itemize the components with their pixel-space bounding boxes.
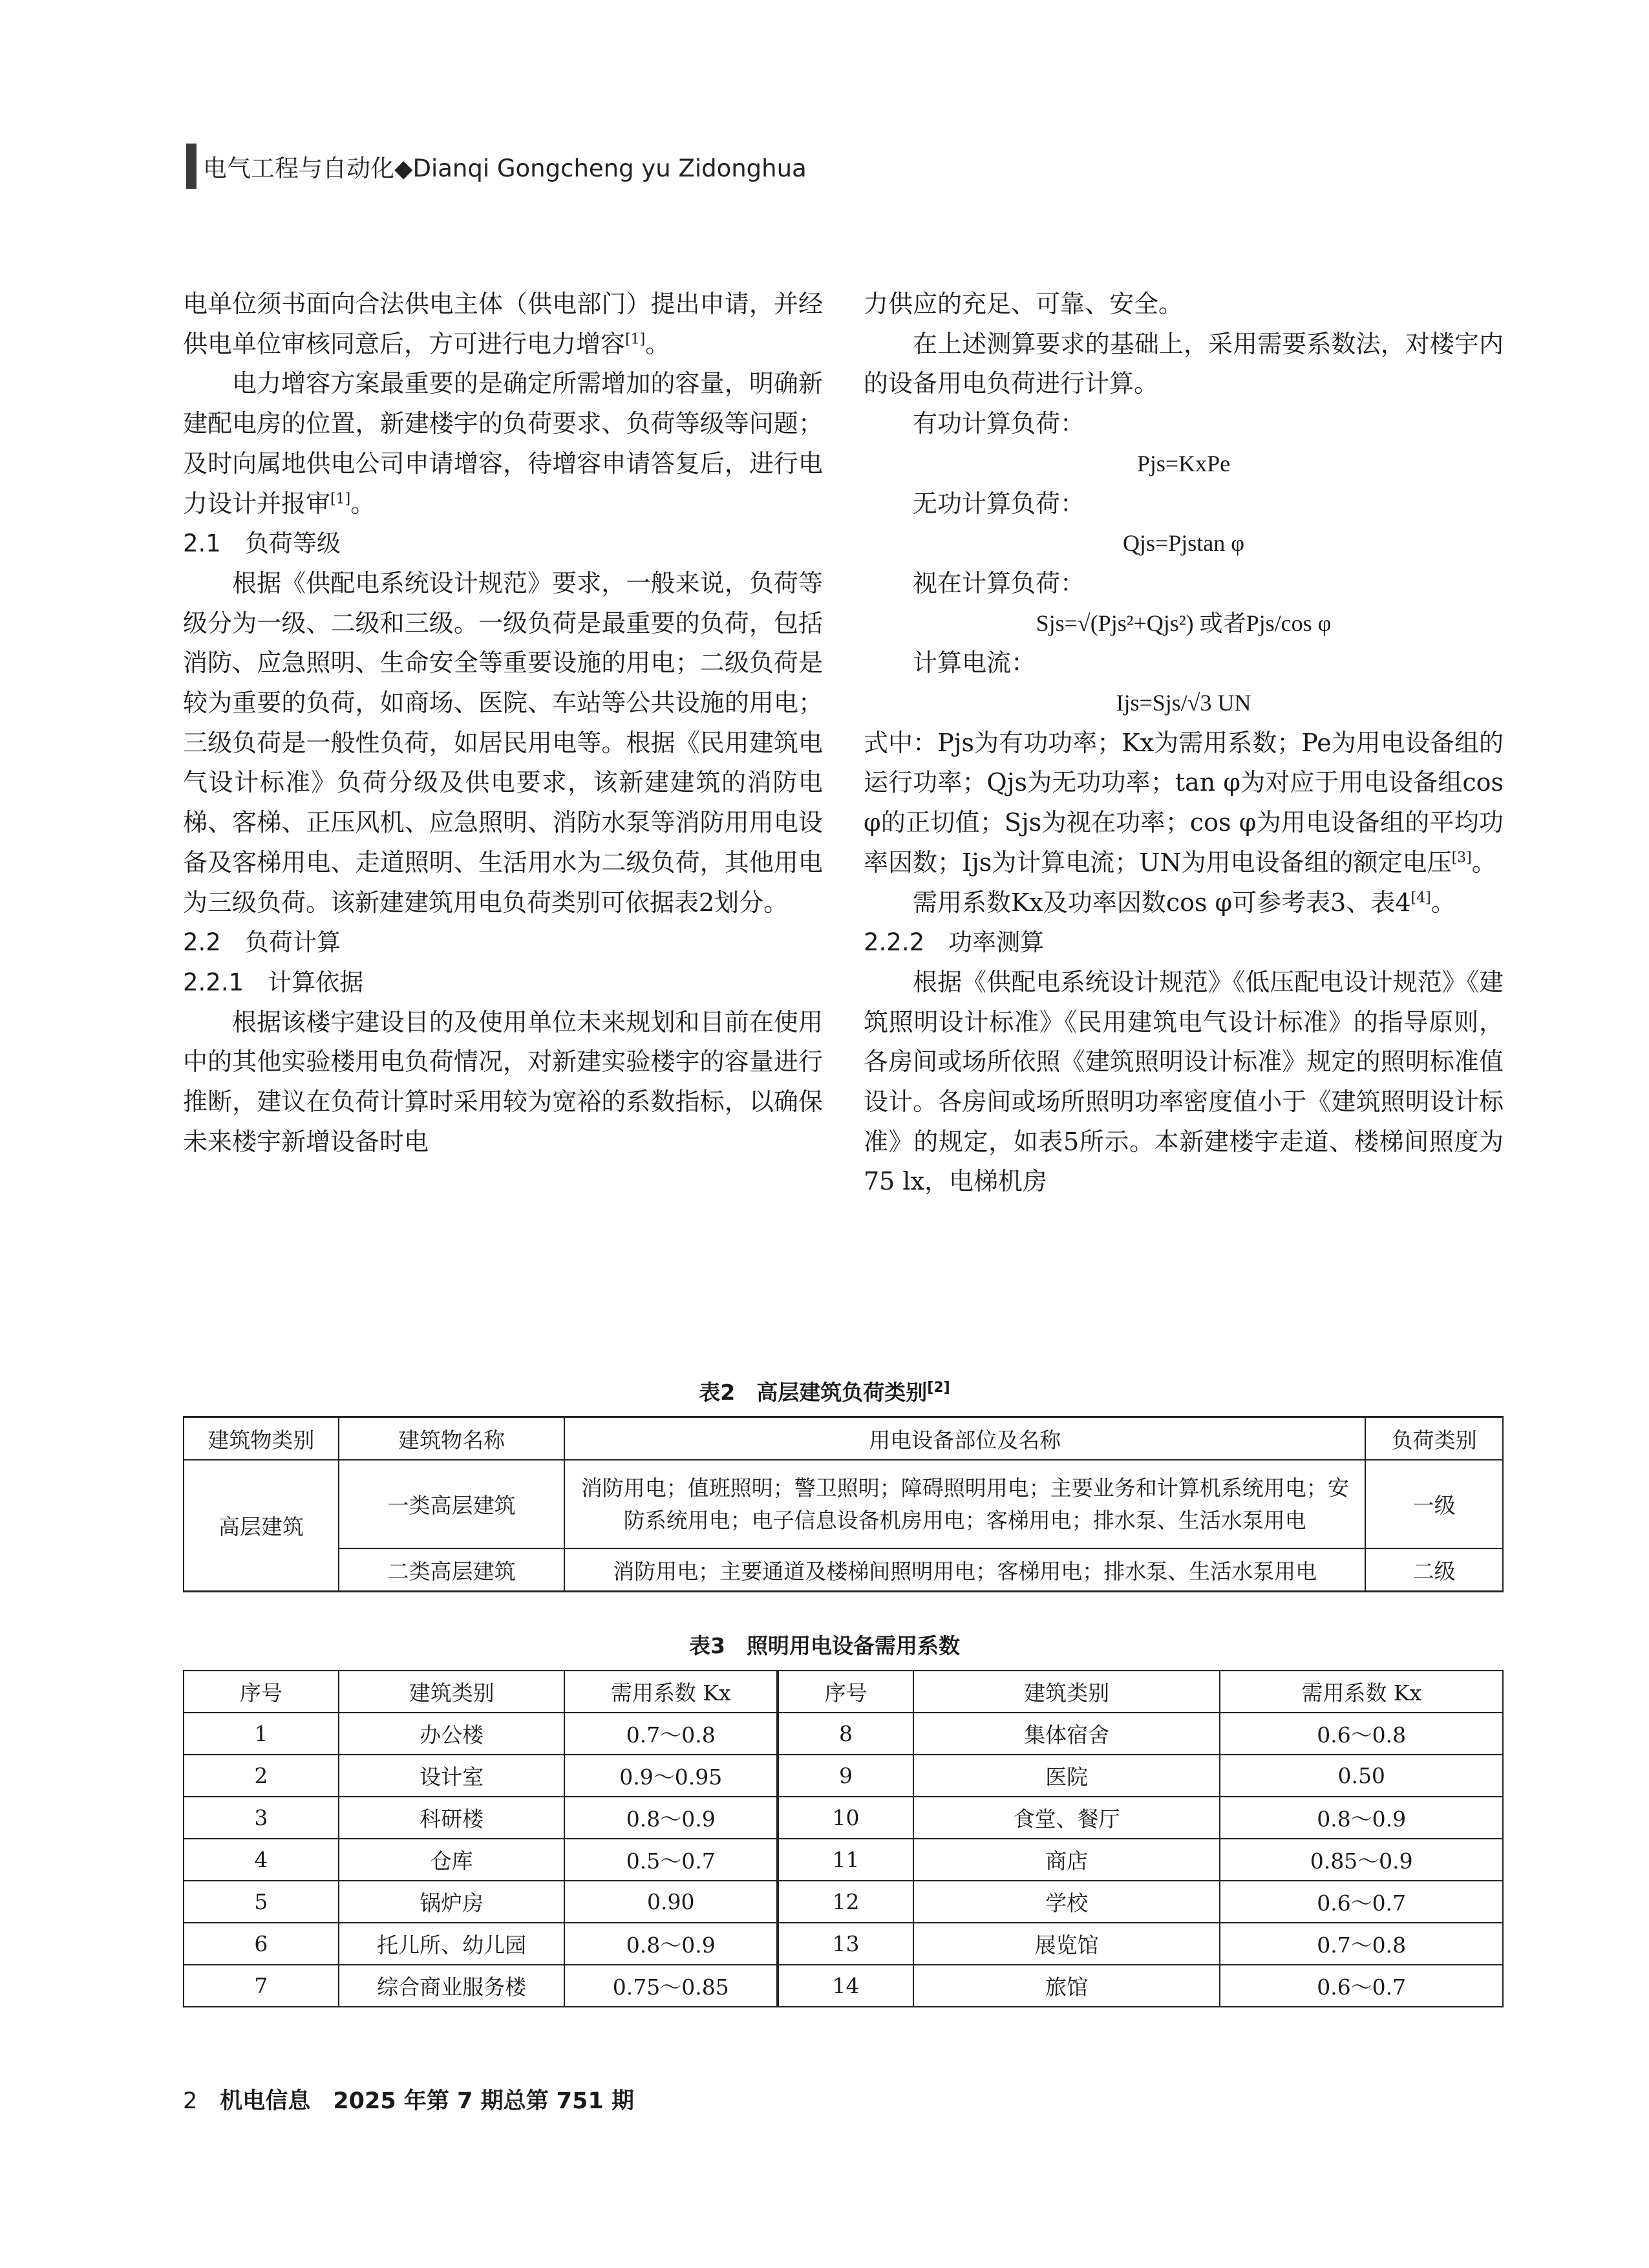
table-cell: 展览馆 [913, 1923, 1220, 1965]
table-cell: 1 [184, 1713, 339, 1755]
table-cell: 锅炉房 [339, 1881, 565, 1923]
table-cell: 0.7～0.8 [1220, 1923, 1503, 1965]
citation[interactable]: [2] [927, 1380, 950, 1396]
column-header: 序号 [184, 1671, 339, 1713]
subsection-heading: 2.2.1 计算依据 [183, 968, 364, 996]
table-cell: 一类高层建筑 [339, 1460, 565, 1548]
column-header: 建筑物类别 [184, 1417, 339, 1460]
table-cell: 0.8～0.9 [1220, 1797, 1503, 1839]
table-cell: 0.5～0.7 [564, 1839, 778, 1881]
table-cell: 0.6～0.7 [1220, 1965, 1503, 2007]
paragraph: 需用系数Kx及功率因数cos φ可参考表3、表4[4]。 [913, 888, 1456, 917]
table-cell: 10 [778, 1797, 913, 1839]
column-header: 建筑类别 [339, 1671, 565, 1713]
table-cell: 0.8～0.9 [564, 1923, 778, 1965]
table-cell: 办公楼 [339, 1713, 565, 1755]
table-cell: 综合商业服务楼 [339, 1965, 565, 2007]
table-cell: 消防用电；主要通道及楼梯间照明用电；客梯用电；排水泵、生活水泵用电 [564, 1548, 1365, 1592]
table-cell: 仓库 [339, 1839, 565, 1881]
table-cell: 食堂、餐厅 [913, 1797, 1220, 1839]
table2-caption: 表2 高层建筑负荷类别[2] [699, 1380, 950, 1405]
table-cell: 5 [184, 1881, 339, 1923]
formula-label: 无功计算负荷： [913, 489, 1085, 518]
paragraph: 根据该楼宇建设目的及使用单位未来规划和目前在使用中的其他实验楼用电负荷情况，对新建实验楼宇的容量进行推断，建议在负荷计算时采用较为宽裕的系数指标，以确保未来楼宇新增设备时电 [183, 1007, 823, 1156]
paragraph: 根据《供配电系统设计规范》《低压配电设计规范》《建筑照明设计标准》《民用建筑电气设计标准》的指导原则，各房间或场所依照《建筑照明设计标准》规定的照明标准值设计。各房间或场所照明功率密度值小于《建筑照明设计标准》的规定，如表5所示。本新建楼宇走道、楼梯间照度为75 lx，电梯机房 [864, 967, 1504, 1196]
paragraph: 力供应的充足、可靠、安全。 [864, 290, 1184, 318]
citation[interactable]: [3] [1451, 850, 1472, 866]
column-header: 需用系数 Kx [1220, 1671, 1503, 1713]
citation[interactable]: [1] [625, 331, 646, 348]
paragraph: 电力增容方案最重要的是确定所需增加的容量，明确新建配电房的位置，新建楼宇的负荷要求、负荷等级等问题；及时向属地供电公司申请增容，待增容申请答复后，进行电力设计并报审[1]。 [183, 369, 823, 518]
equation: Qjs=Pjstan φ [1122, 530, 1245, 557]
paragraph: 在上述测算要求的基础上，采用需要系数法，对楼宇内的设备用电负荷进行计算。 [864, 329, 1504, 398]
table-cell: 0.6～0.8 [1220, 1713, 1503, 1755]
page-footer [183, 2083, 634, 2115]
table-cell: 二级 [1365, 1548, 1503, 1592]
table-cell: 旅馆 [913, 1965, 1220, 2007]
table-cell: 科研楼 [339, 1797, 565, 1839]
journal-info: 机电信息 2025 年第 7 期总第 751 期 [220, 2088, 635, 2114]
table-cell: 12 [778, 1881, 913, 1923]
table-cell: 0.90 [564, 1881, 778, 1923]
table-cell: 学校 [913, 1881, 1220, 1923]
table2 [183, 1416, 1504, 1592]
table-cell: 4 [184, 1839, 339, 1881]
table-cell: 高层建筑 [184, 1460, 339, 1592]
citation[interactable]: [4] [1410, 889, 1431, 906]
section-heading: 2.2 负荷计算 [183, 928, 341, 957]
table-cell: 0.7～0.8 [564, 1713, 778, 1755]
paragraph: 式中：Pjs为有功功率；Kx为需用系数；Pe为用电设备组的运行功率；Qjs为无功功率；tan φ为对应于用电设备组cos φ的正切值；Sjs为视在功率；cos φ为用电设备组的平均功率因数；Ijs为计算电流；UN为用电设备组的额定电压[3]。 [864, 728, 1504, 877]
equation: Sjs=√(Pjs²+Qjs²) 或者Pjs/cos φ [1036, 610, 1332, 636]
table-cell: 9 [778, 1755, 913, 1797]
running-header [186, 144, 807, 189]
table-row [184, 1839, 1503, 1881]
formula-label: 有功计算负荷： [913, 409, 1085, 438]
equation: Ijs=Sjs/√3 UN [1116, 690, 1251, 716]
header-bar [186, 144, 197, 189]
table-cell: 二类高层建筑 [339, 1548, 565, 1592]
equation: Pjs=KxPe [1136, 450, 1231, 476]
table-row [184, 1923, 1503, 1965]
table-cell: 0.85～0.9 [1220, 1839, 1503, 1881]
column-header: 需用系数 Kx [564, 1671, 778, 1713]
table-row [184, 1755, 1503, 1797]
table3 [183, 1670, 1504, 2007]
paragraph: 电单位须书面向合法供电主体（供电部门）提出申请，并经供电单位审核同意后，方可进行电力增容[1]。 [183, 290, 823, 358]
table-cell: 3 [184, 1797, 339, 1839]
table-cell: 0.8～0.9 [564, 1797, 778, 1839]
table-row [184, 1965, 1503, 2007]
table-row [184, 1881, 1503, 1923]
page-number: 2 [183, 2088, 198, 2114]
left-column [183, 284, 823, 1162]
table-cell: 商店 [913, 1839, 1220, 1881]
table-cell: 消防用电；值班照明；警卫照明；障碍照明用电；主要业务和计算机系统用电；安防系统用电；电子信息设备机房用电；客梯用电；排水泵、生活水泵用电 [564, 1460, 1365, 1548]
column-header: 序号 [778, 1671, 913, 1713]
table-row [184, 1713, 1503, 1755]
table-cell: 11 [778, 1839, 913, 1881]
citation[interactable]: [1] [330, 490, 351, 507]
table-row [184, 1548, 1503, 1592]
table3-caption: 表3 照明用电设备需用系数 [689, 1633, 960, 1658]
column-header: 建筑类别 [913, 1671, 1220, 1713]
table-cell: 一级 [1365, 1460, 1503, 1548]
table-row [184, 1460, 1503, 1548]
column-header: 用电设备部位及名称 [564, 1417, 1365, 1460]
subsection-heading: 2.2.2 功率测算 [864, 928, 1045, 957]
table-cell: 0.75～0.85 [564, 1965, 778, 2007]
table-cell: 2 [184, 1755, 339, 1797]
table-cell: 设计室 [339, 1755, 565, 1797]
table-cell: 集体宿舍 [913, 1713, 1220, 1755]
header-title: 电气工程与自动化◆Dianqi Gongcheng yu Zidonghua [203, 155, 807, 182]
table-cell: 托儿所、幼儿园 [339, 1923, 565, 1965]
table-cell: 6 [184, 1923, 339, 1965]
table-cell: 0.9～0.95 [564, 1755, 778, 1797]
table-row [184, 1797, 1503, 1839]
table-cell: 14 [778, 1965, 913, 2007]
table-cell: 医院 [913, 1755, 1220, 1797]
section-heading: 2.1 负荷等级 [183, 530, 341, 558]
column-header: 建筑物名称 [339, 1417, 565, 1460]
table-cell: 7 [184, 1965, 339, 2007]
column-header: 负荷类别 [1365, 1417, 1503, 1460]
table-cell: 0.50 [1220, 1755, 1503, 1797]
table-header-row [184, 1671, 1503, 1713]
paragraph: 根据《供配电系统设计规范》要求，一般来说，负荷等级分为一级、二级和三级。一级负荷是最重要的负荷，包括消防、应急照明、生命安全等重要设施的用电；二级负荷是较为重要的负荷，如商场、医院、车站等公共设施的用电；三级负荷是一般性负荷，如居民用电等。根据《民用建筑电气设计标准》负荷分级及供电要求，该新建建筑的消防电梯、客梯、正压风机、应急照明、消防水泵等消防用用电设备及客梯用电、走道照明、生活用水为二级负荷，其他用电为三级负荷。该新建建筑用电负荷类别可依据表2划分。 [183, 568, 823, 917]
right-column [864, 284, 1504, 1202]
table-cell: 8 [778, 1713, 913, 1755]
table-cell: 13 [778, 1923, 913, 1965]
formula-label: 视在计算负荷： [913, 568, 1085, 597]
table-header-row [184, 1417, 1503, 1460]
formula-label: 计算电流： [913, 648, 1036, 678]
table-cell: 0.6～0.7 [1220, 1881, 1503, 1923]
